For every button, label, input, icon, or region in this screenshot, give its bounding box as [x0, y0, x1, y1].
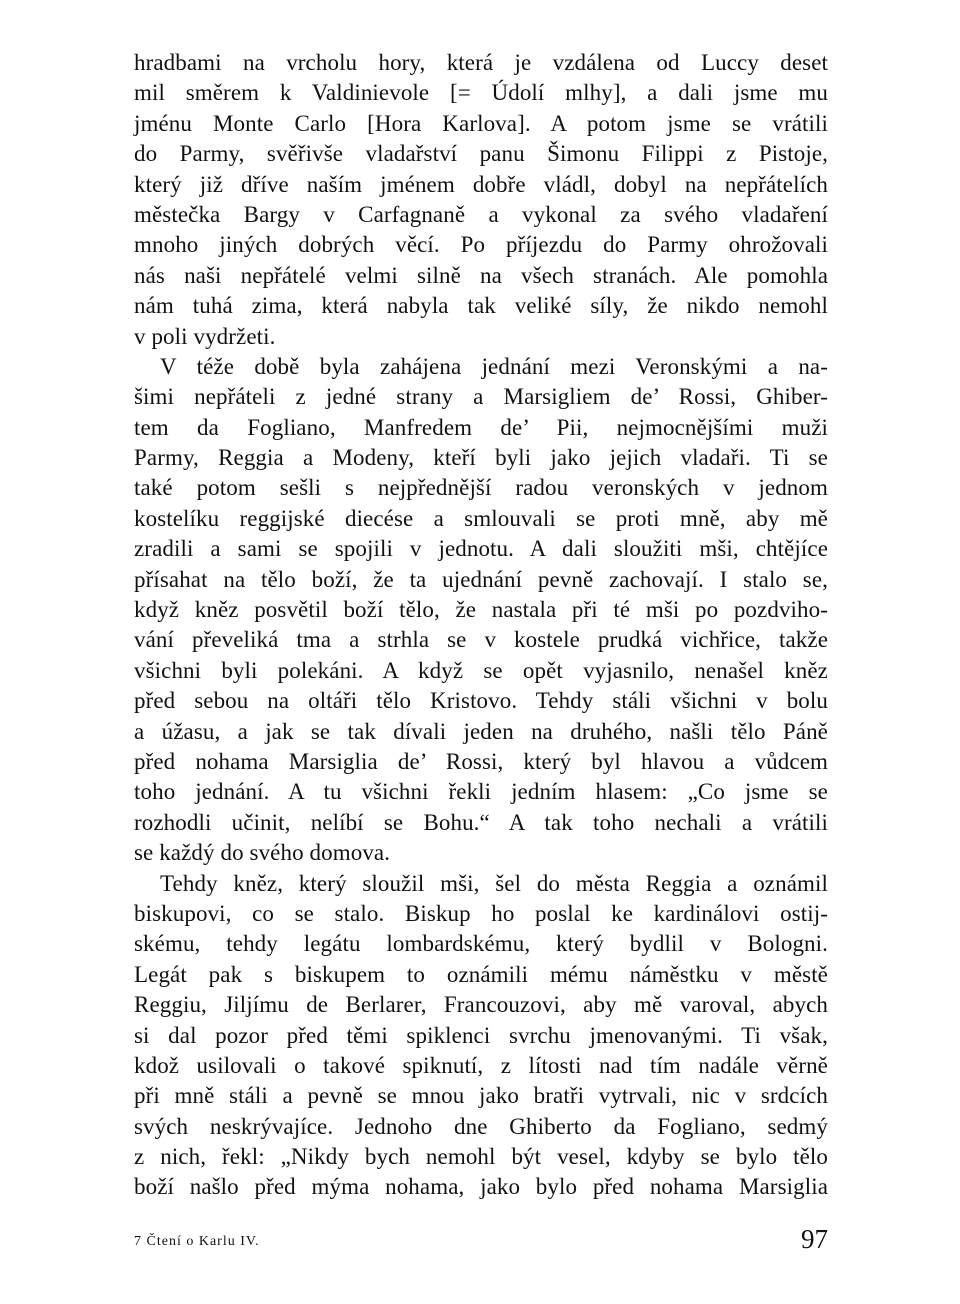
text-line: kdož usilovali o takové spiknutí, z lítosti nad tím nadále věrně — [134, 1052, 828, 1078]
body-text — [134, 48, 828, 1203]
text-line: také potom sešli s nejpřednější radou veronských v jednom — [134, 475, 828, 501]
text-line: skému, tehdy legátu lombardskému, který bydlil v Bologni. — [134, 931, 828, 957]
text-line: tem da Fogliano, Manfredem de’ Pii, nejmocnějšími muži — [134, 414, 828, 440]
text-line: rozhodli učinit, nelíbí se Bohu.“ A tak toho nechali a vrátili — [134, 809, 828, 835]
text-line: zradili a sami se spojili v jednotu. A dali sloužiti mši, chtějíce — [134, 536, 828, 562]
text-line: toho jednání. A tu všichni řekli jedním hlasem: „Co jsme se — [134, 779, 828, 805]
text-line: před nohama Marsiglia de’ Rossi, který byl hlavou a vůdcem — [134, 748, 828, 774]
text-line: Tehdy kněz, který sloužil mši, šel do města Reggia a oznámil — [160, 870, 828, 896]
paragraph — [134, 869, 828, 1203]
text-line: hradbami na vrcholu hory, která je vzdálena od Luccy deset — [134, 50, 828, 75]
text-line: kostelíku reggijské diecése a smlouvali se proti mně, aby mě — [134, 505, 828, 531]
text-line: V téže době byla zahájena jednání mezi Veronskými a na- — [160, 353, 828, 379]
text-line: do Parmy, svěřivše vladařství panu Šimonu Filippi z Pistoje, — [134, 141, 828, 167]
text-line: při mně stáli a pevně se mnou jako bratři vytrvali, nic v srdcích — [134, 1083, 828, 1109]
text-line: mil směrem k Valdinievole [= Údolí mlhy], a dali jsme mu — [134, 80, 828, 106]
text-line: šimi nepřáteli z jedné strany a Marsigliem de’ Rossi, Ghiber- — [134, 384, 828, 410]
text-line: přísahat na tělo boží, že ta ujednání pevně zachovají. I stalo se, — [134, 566, 828, 592]
printer-signature: 7 Čtení o Karlu IV. — [134, 1234, 260, 1249]
page-number: 97 — [801, 1224, 828, 1254]
text-line: městečka Bargy v Carfagnaně a vykonal za svého vladaření — [134, 201, 828, 227]
text-line: který již dříve naším jménem dobře vládl, dobyl na nepřátelích — [134, 171, 828, 197]
paragraph — [134, 352, 828, 869]
text-line: všichni byli polekáni. A když se opět vyjasnilo, nenašel kněz — [134, 657, 828, 683]
text-line: svých neskrývajíce. Jednoho dne Ghiberto da Fogliano, sedmý — [134, 1113, 828, 1139]
text-line: Legát pak s biskupem to oznámili mému náměstku v městě — [134, 961, 828, 987]
text-line: nás naši nepřátelé velmi silně na všech stranách. Ale pomohla — [134, 262, 828, 288]
text-line: když kněz posvětil boží tělo, že nastala při té mši po pozdviho- — [134, 597, 828, 623]
text-line: před sebou na oltáři tělo Kristovo. Tehdy stáli všichni v bolu — [134, 688, 828, 714]
text-line: Reggiu, Jiljímu de Berlarer, Francouzovi, aby mě varoval, abych — [134, 992, 828, 1018]
text-line: jménu Monte Carlo [Hora Karlova]. A potom jsme se vrátili — [134, 110, 828, 136]
text-line: z nich, řekl: „Nikdy bych nemohl být vesel, kdyby se bylo tělo — [134, 1144, 828, 1170]
text-line: vání převeliká tma a strhla se v kostele prudká vichřice, takže — [134, 627, 828, 653]
text-line: boží našlo před mýma nohama, jako bylo před nohama Marsiglia — [134, 1174, 828, 1200]
text-line: biskupovi, co se stalo. Biskup ho poslal ke kardinálovi ostij- — [134, 900, 828, 926]
paragraph — [134, 48, 828, 352]
text-line: a úžasu, a jak se tak dívali jeden na druhého, našli tělo Páně — [134, 718, 828, 744]
text-line: si dal pozor před těmi spiklenci svrchu jmenovanými. Ti však, — [134, 1022, 828, 1048]
text-line: v poli vydržeti. — [134, 323, 276, 349]
text-line: Parmy, Reggia a Modeny, kteří byli jako jejich vladaři. Ti se — [134, 445, 828, 471]
page-footer — [134, 1222, 828, 1262]
text-line: se každý do svého domova. — [134, 840, 391, 866]
text-line: nám tuhá zima, která nabyla tak veliké síly, že nikdo nemohl — [134, 293, 828, 319]
text-line: mnoho jiných dobrých věcí. Po příjezdu do Parmy ohrožovali — [134, 232, 828, 258]
